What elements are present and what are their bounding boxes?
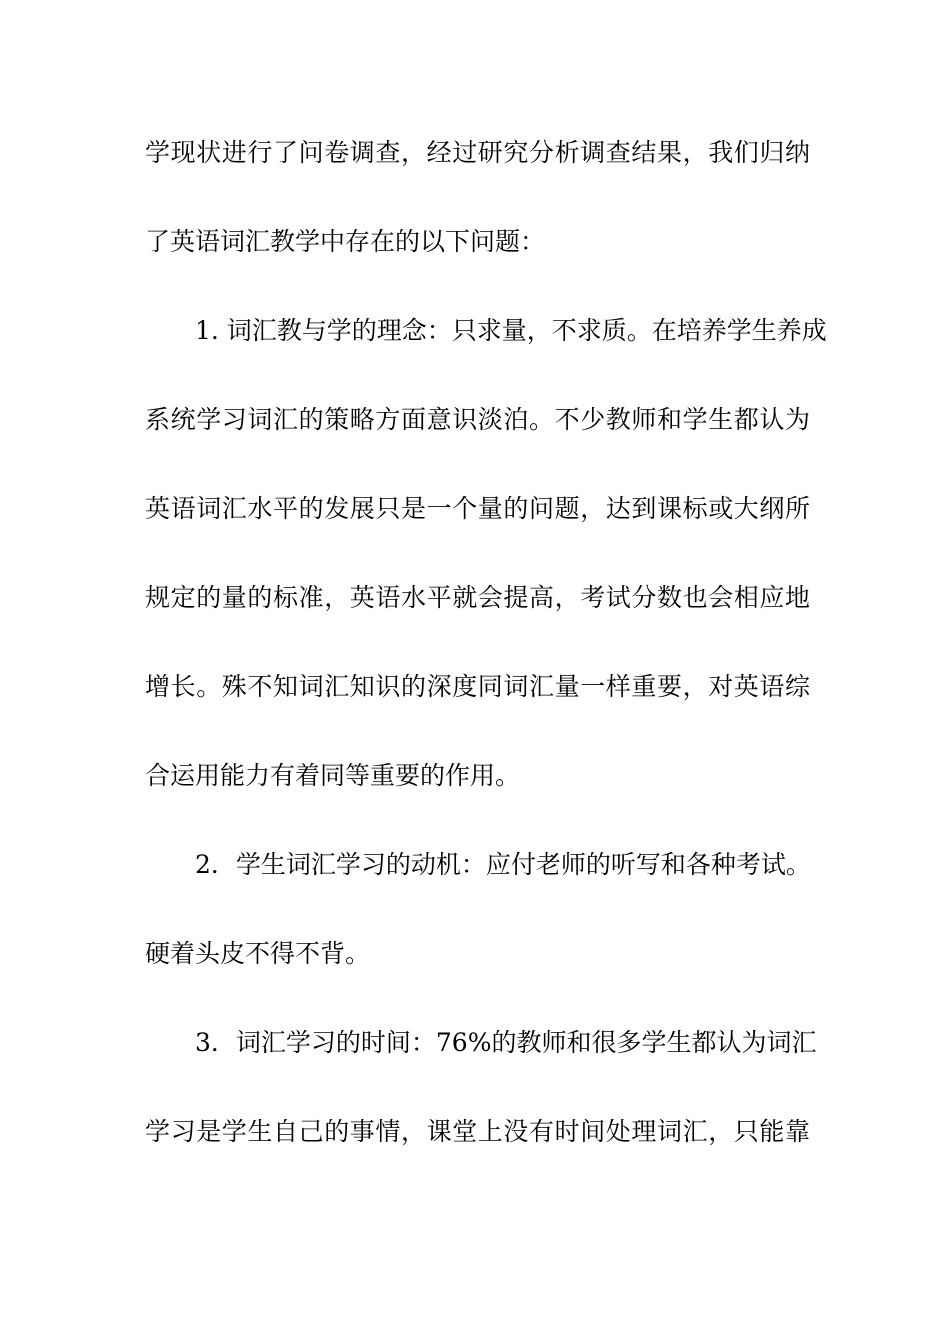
paragraph-line: 系统学习词汇的策略方面意识淡泊。不少教师和学生都认为: [145, 405, 810, 434]
list-item-line: 1. 词汇教与学的理念：只求量，不求质。在培养学生养成: [195, 316, 827, 345]
paragraph-line: 学习是学生自己的事情，课堂上没有时间处理词汇，只能靠: [145, 1117, 810, 1146]
paragraph-line: 规定的量的标准，英语水平就会提高，考试分数也会相应地: [145, 583, 810, 612]
list-item-line: 2．学生词汇学习的动机：应付老师的听写和各种考试。: [195, 850, 811, 879]
list-item-line: 3．词汇学习的时间：76%的教师和很多学生都认为词汇: [195, 1028, 817, 1057]
paragraph-line: 合运用能力有着同等重要的作用。: [145, 761, 521, 790]
paragraph-line: 硬着头皮不得不背。: [145, 939, 371, 968]
paragraph-line: 英语词汇水平的发展只是一个量的问题，达到课标或大纲所: [145, 494, 810, 523]
paragraph-line: 了英语词汇教学中存在的以下问题：: [145, 227, 546, 256]
paragraph-line: 学现状进行了问卷调查，经过研究分析调查结果，我们归纳: [145, 138, 810, 167]
paragraph-line: 增长。殊不知词汇知识的深度同词汇量一样重要，对英语综: [145, 672, 810, 701]
